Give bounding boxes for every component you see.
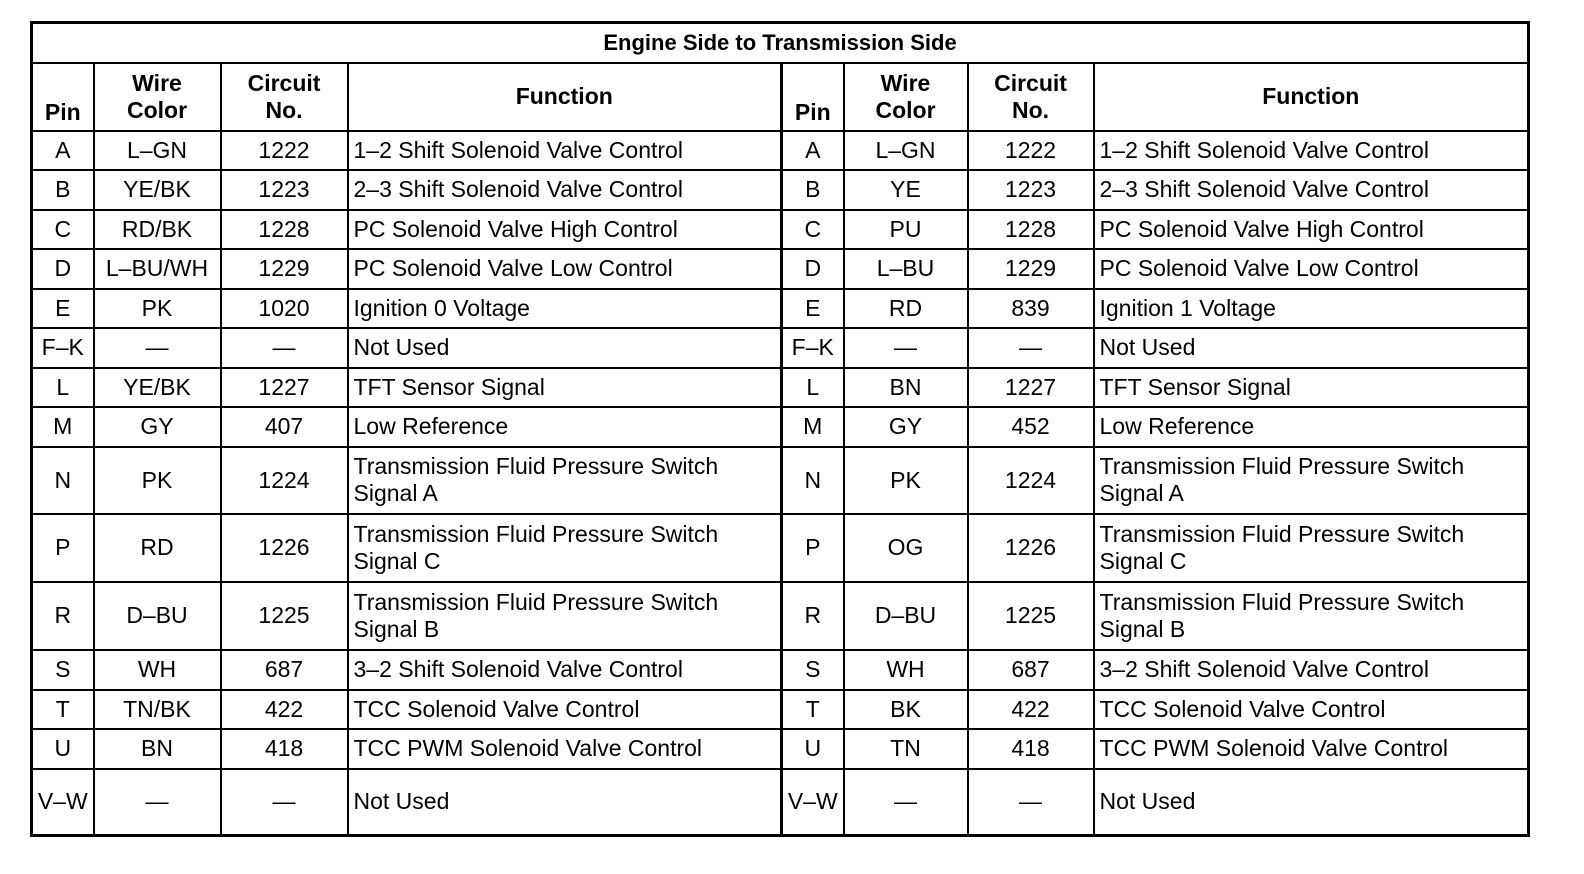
left-pin-cell: L — [32, 368, 94, 407]
right-circuit-no-cell: 1226 — [968, 514, 1094, 582]
left-function-cell: 1–2 Shift Solenoid Valve Control — [348, 131, 782, 170]
left-circuit-no-cell: 1020 — [221, 289, 348, 328]
header-circuit-no: Circuit No. — [968, 63, 1094, 131]
left-wire-color-cell: — — [94, 769, 221, 836]
right-circuit-no-cell: 1224 — [968, 447, 1094, 514]
right-wire-color-cell: L–BU — [844, 249, 968, 289]
right-function-cell: Transmission Fluid Pressure Switch Signal B — [1094, 582, 1529, 650]
right-function-cell: Transmission Fluid Pressure Switch Signal C — [1094, 514, 1529, 582]
left-circuit-no-cell: 1226 — [221, 514, 348, 582]
left-wire-color-cell: WH — [94, 650, 221, 690]
right-pin-cell: M — [782, 407, 844, 447]
table-row — [32, 170, 1529, 210]
left-circuit-no-cell: 1222 — [221, 131, 348, 170]
left-function-cell: TCC Solenoid Valve Control — [348, 690, 782, 729]
left-pin-cell: V–W — [32, 769, 94, 836]
right-wire-color-cell: — — [844, 769, 968, 836]
left-wire-color-cell: L–BU/WH — [94, 249, 221, 289]
left-pin-cell: B — [32, 170, 94, 210]
table-row — [32, 328, 1529, 368]
right-function-cell: TCC Solenoid Valve Control — [1094, 690, 1529, 729]
left-pin-cell: U — [32, 729, 94, 769]
right-circuit-no-cell: — — [968, 769, 1094, 836]
right-circuit-no-cell: 839 — [968, 289, 1094, 328]
right-circuit-no-cell: 1222 — [968, 131, 1094, 170]
header-row — [32, 63, 1529, 131]
left-wire-color-cell: PK — [94, 447, 221, 514]
right-wire-color-cell: — — [844, 328, 968, 368]
left-wire-color-cell: GY — [94, 407, 221, 447]
left-function-cell: PC Solenoid Valve Low Control — [348, 249, 782, 289]
left-pin-cell: M — [32, 407, 94, 447]
left-function-cell: Not Used — [348, 328, 782, 368]
right-wire-color-cell: OG — [844, 514, 968, 582]
table-row — [32, 650, 1529, 690]
left-wire-color-cell: — — [94, 328, 221, 368]
right-function-cell: Not Used — [1094, 328, 1529, 368]
right-wire-color-cell: PU — [844, 210, 968, 249]
left-wire-color-cell: D–BU — [94, 582, 221, 650]
right-function-cell: Transmission Fluid Pressure Switch Signal A — [1094, 447, 1529, 514]
right-pin-cell: B — [782, 170, 844, 210]
right-pin-cell: F–K — [782, 328, 844, 368]
table-row — [32, 729, 1529, 769]
right-pin-cell: E — [782, 289, 844, 328]
header-pin: Pin — [32, 63, 94, 131]
left-pin-cell: R — [32, 582, 94, 650]
right-function-cell: Low Reference — [1094, 407, 1529, 447]
right-wire-color-cell: L–GN — [844, 131, 968, 170]
left-circuit-no-cell: 407 — [221, 407, 348, 447]
left-circuit-no-cell: 422 — [221, 690, 348, 729]
left-function-cell: TCC PWM Solenoid Valve Control — [348, 729, 782, 769]
right-wire-color-cell: D–BU — [844, 582, 968, 650]
table-row — [32, 769, 1529, 836]
connector-pinout-table — [30, 21, 1530, 837]
right-circuit-no-cell: — — [968, 328, 1094, 368]
right-circuit-no-cell: 1228 — [968, 210, 1094, 249]
left-wire-color-cell: BN — [94, 729, 221, 769]
left-wire-color-cell: YE/BK — [94, 368, 221, 407]
left-pin-cell: D — [32, 249, 94, 289]
table-title: Engine Side to Transmission Side — [32, 23, 1529, 63]
right-function-cell: TCC PWM Solenoid Valve Control — [1094, 729, 1529, 769]
left-function-cell: Transmission Fluid Pressure Switch Signal C — [348, 514, 782, 582]
left-function-cell: 2–3 Shift Solenoid Valve Control — [348, 170, 782, 210]
right-function-cell: 2–3 Shift Solenoid Valve Control — [1094, 170, 1529, 210]
left-wire-color-cell: RD/BK — [94, 210, 221, 249]
right-circuit-no-cell: 452 — [968, 407, 1094, 447]
left-function-cell: Ignition 0 Voltage — [348, 289, 782, 328]
right-function-cell: Ignition 1 Voltage — [1094, 289, 1529, 328]
right-pin-cell: T — [782, 690, 844, 729]
right-circuit-no-cell: 1227 — [968, 368, 1094, 407]
table-row — [32, 407, 1529, 447]
right-wire-color-cell: RD — [844, 289, 968, 328]
right-pin-cell: N — [782, 447, 844, 514]
right-wire-color-cell: BN — [844, 368, 968, 407]
table-row — [32, 514, 1529, 582]
header-wire-color: Wire Color — [94, 63, 221, 131]
header-circuit-no: Circuit No. — [221, 63, 348, 131]
header-function: Function — [348, 63, 782, 131]
right-wire-color-cell: WH — [844, 650, 968, 690]
table-row — [32, 131, 1529, 170]
right-circuit-no-cell: 1223 — [968, 170, 1094, 210]
right-wire-color-cell: YE — [844, 170, 968, 210]
right-circuit-no-cell: 687 — [968, 650, 1094, 690]
left-circuit-no-cell: 1224 — [221, 447, 348, 514]
right-pin-cell: V–W — [782, 769, 844, 836]
left-pin-cell: F–K — [32, 328, 94, 368]
table-row — [32, 210, 1529, 249]
table-row — [32, 368, 1529, 407]
header-pin: Pin — [782, 63, 844, 131]
header-function: Function — [1094, 63, 1529, 131]
right-wire-color-cell: BK — [844, 690, 968, 729]
right-function-cell: TFT Sensor Signal — [1094, 368, 1529, 407]
left-pin-cell: S — [32, 650, 94, 690]
left-circuit-no-cell: 1228 — [221, 210, 348, 249]
table-row — [32, 582, 1529, 650]
table-row — [32, 289, 1529, 328]
right-function-cell: 3–2 Shift Solenoid Valve Control — [1094, 650, 1529, 690]
right-function-cell: PC Solenoid Valve Low Control — [1094, 249, 1529, 289]
right-wire-color-cell: TN — [844, 729, 968, 769]
left-wire-color-cell: L–GN — [94, 131, 221, 170]
right-pin-cell: P — [782, 514, 844, 582]
left-wire-color-cell: YE/BK — [94, 170, 221, 210]
right-wire-color-cell: GY — [844, 407, 968, 447]
left-function-cell: PC Solenoid Valve High Control — [348, 210, 782, 249]
left-circuit-no-cell: 1225 — [221, 582, 348, 650]
right-function-cell: PC Solenoid Valve High Control — [1094, 210, 1529, 249]
table-row — [32, 249, 1529, 289]
left-wire-color-cell: TN/BK — [94, 690, 221, 729]
right-pin-cell: C — [782, 210, 844, 249]
right-circuit-no-cell: 1229 — [968, 249, 1094, 289]
table-row — [32, 690, 1529, 729]
right-pin-cell: R — [782, 582, 844, 650]
left-circuit-no-cell: — — [221, 769, 348, 836]
right-pin-cell: S — [782, 650, 844, 690]
left-circuit-no-cell: 1229 — [221, 249, 348, 289]
left-pin-cell: T — [32, 690, 94, 729]
left-function-cell: Low Reference — [348, 407, 782, 447]
left-pin-cell: P — [32, 514, 94, 582]
left-circuit-no-cell: 687 — [221, 650, 348, 690]
left-function-cell: TFT Sensor Signal — [348, 368, 782, 407]
left-circuit-no-cell: 418 — [221, 729, 348, 769]
left-wire-color-cell: RD — [94, 514, 221, 582]
right-circuit-no-cell: 1225 — [968, 582, 1094, 650]
right-function-cell: Not Used — [1094, 769, 1529, 836]
left-circuit-no-cell: — — [221, 328, 348, 368]
right-function-cell: 1–2 Shift Solenoid Valve Control — [1094, 131, 1529, 170]
right-circuit-no-cell: 422 — [968, 690, 1094, 729]
left-circuit-no-cell: 1223 — [221, 170, 348, 210]
left-function-cell: Transmission Fluid Pressure Switch Signal A — [348, 447, 782, 514]
left-function-cell: Transmission Fluid Pressure Switch Signal B — [348, 582, 782, 650]
right-pin-cell: D — [782, 249, 844, 289]
left-function-cell: Not Used — [348, 769, 782, 836]
right-circuit-no-cell: 418 — [968, 729, 1094, 769]
left-pin-cell: A — [32, 131, 94, 170]
right-pin-cell: A — [782, 131, 844, 170]
left-wire-color-cell: PK — [94, 289, 221, 328]
table-row — [32, 447, 1529, 514]
left-pin-cell: N — [32, 447, 94, 514]
header-wire-color: Wire Color — [844, 63, 968, 131]
right-pin-cell: U — [782, 729, 844, 769]
left-circuit-no-cell: 1227 — [221, 368, 348, 407]
right-pin-cell: L — [782, 368, 844, 407]
right-wire-color-cell: PK — [844, 447, 968, 514]
left-pin-cell: C — [32, 210, 94, 249]
left-function-cell: 3–2 Shift Solenoid Valve Control — [348, 650, 782, 690]
left-pin-cell: E — [32, 289, 94, 328]
